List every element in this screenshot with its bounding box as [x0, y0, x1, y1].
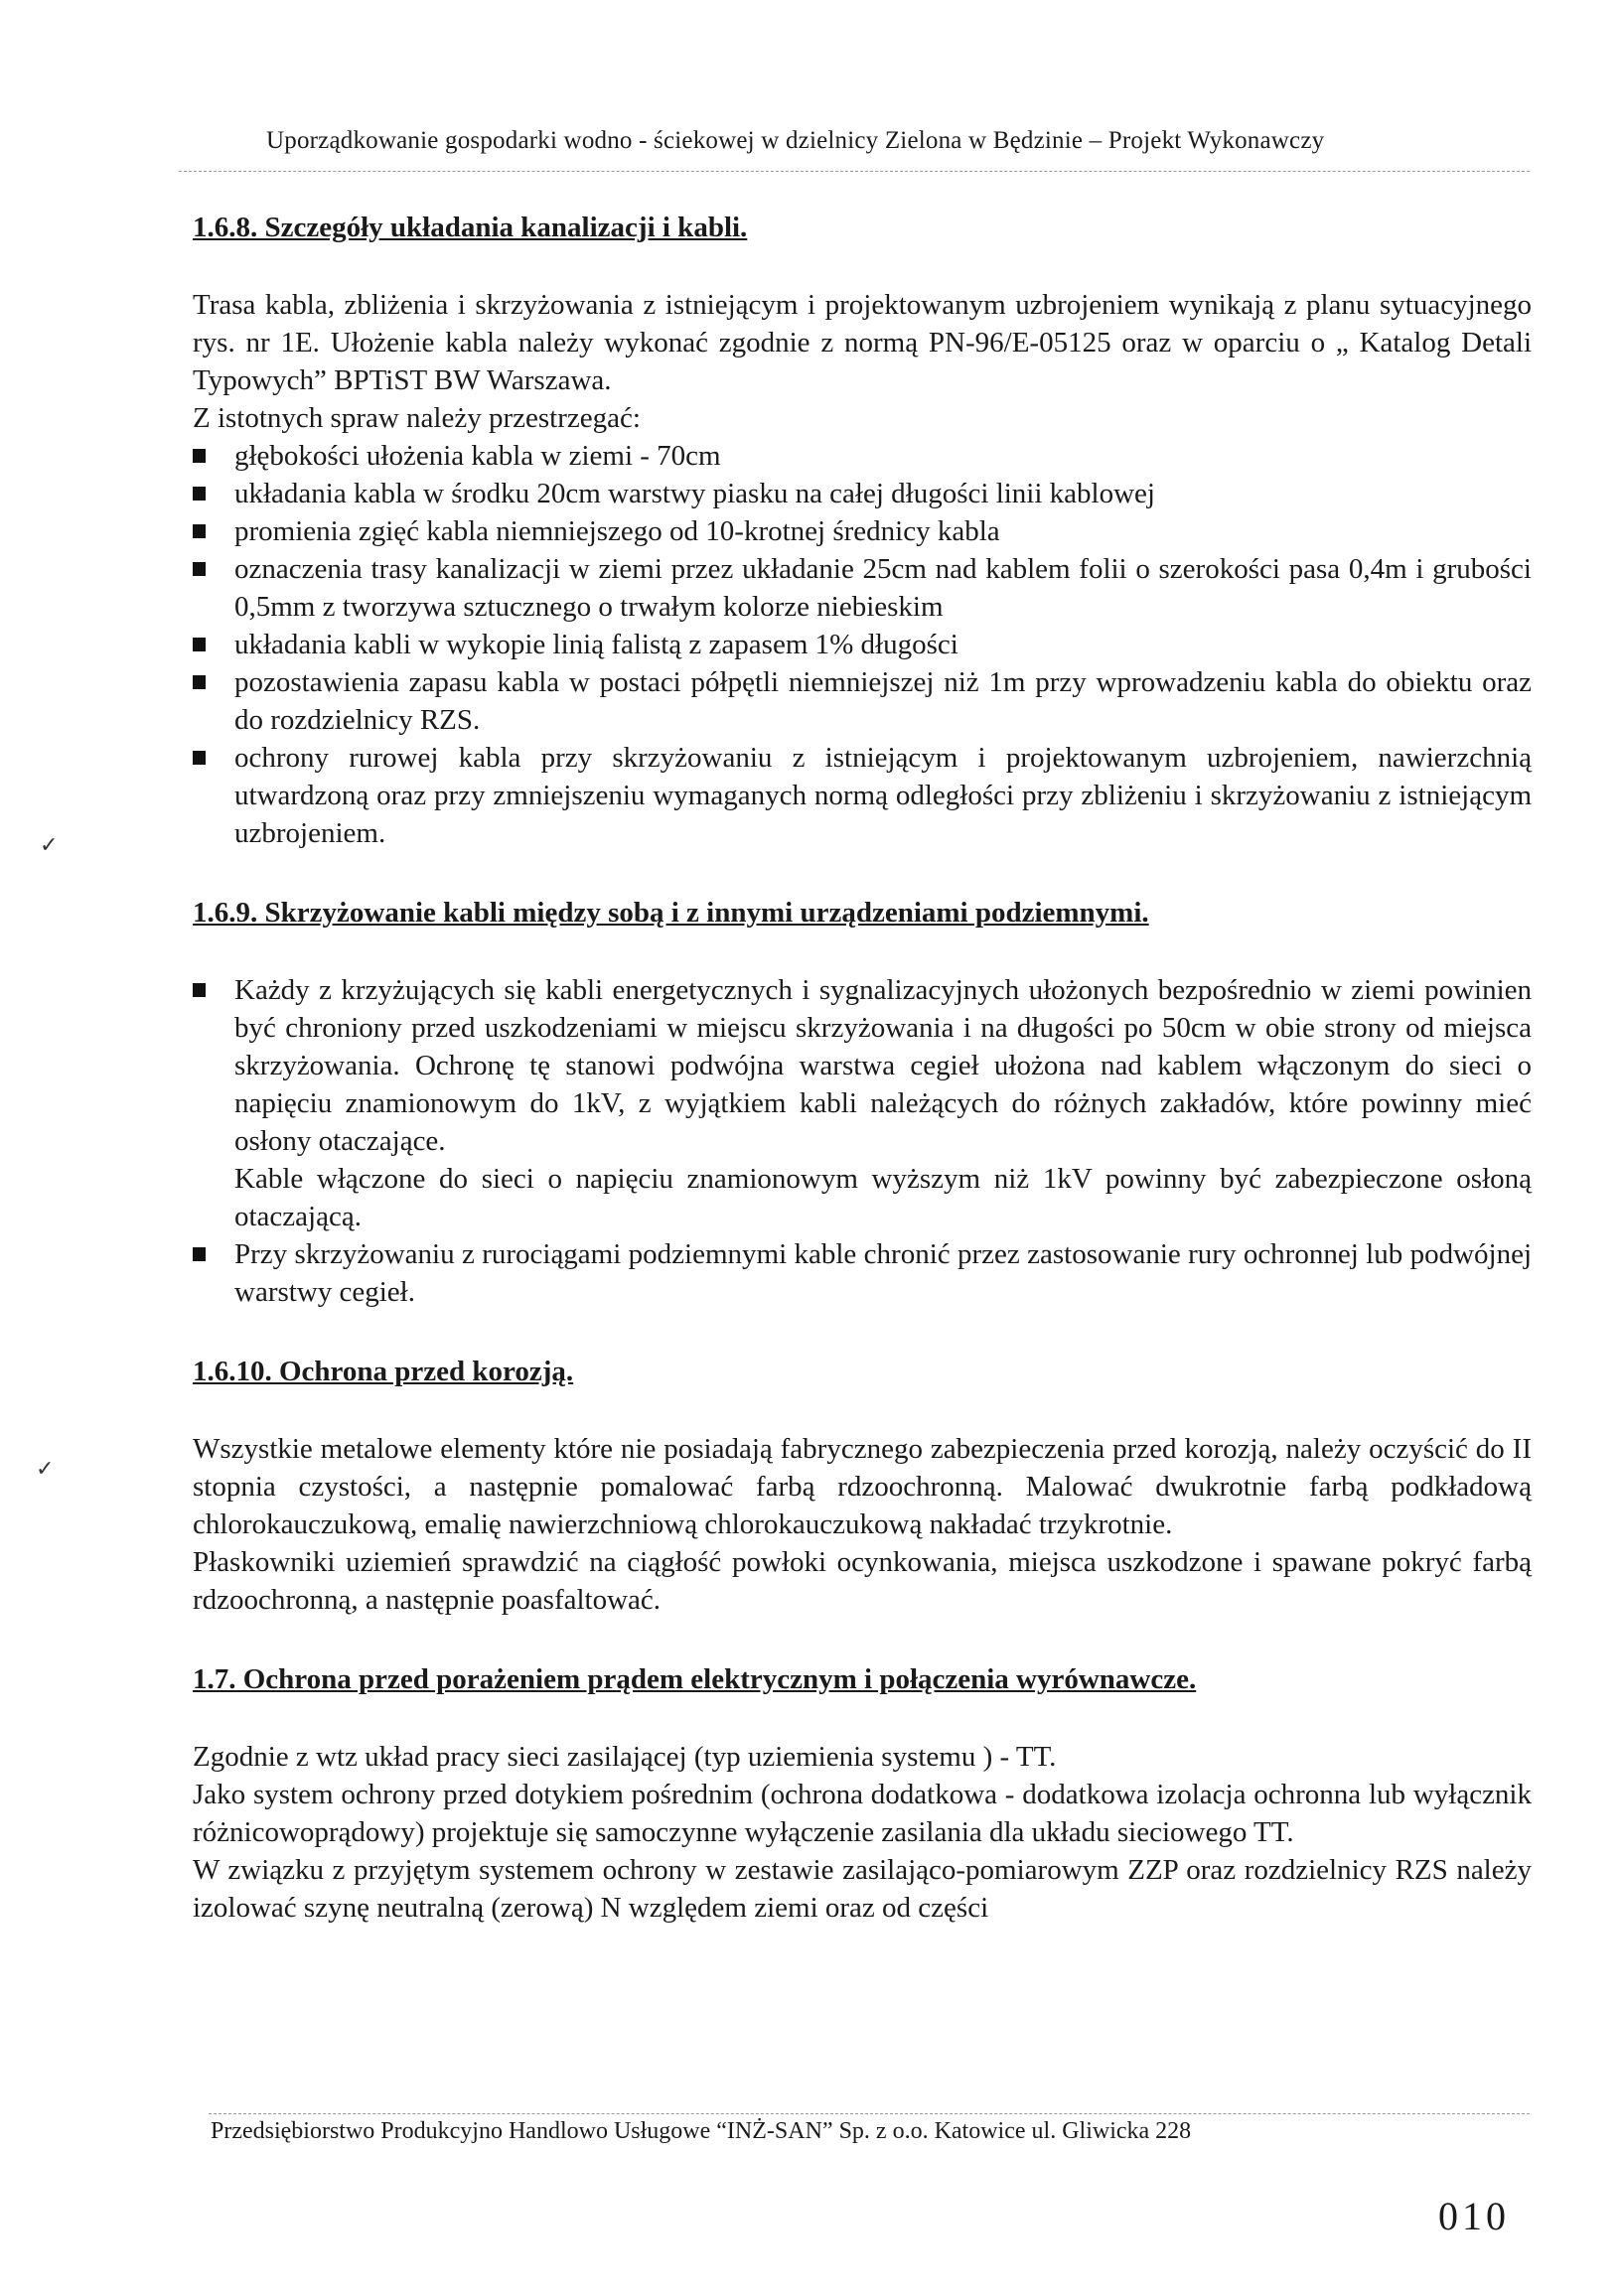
paragraph-high-voltage-cables: Kable włączone do sieci o napięciu znamionowym wyższym niż 1kV powinny być zabezpieczone osłoną otaczającą. [234, 1163, 1532, 1232]
list-item [193, 663, 1532, 739]
section-heading-1-6-9: 1.6.9. Skrzyżowanie kabli między sobą i z innymi urządzeniami podziemnymi. [193, 897, 1149, 929]
list-item [193, 475, 1532, 512]
section-heading-1-6-10: 1.6.10. Ochrona przed korozją. [193, 1356, 574, 1387]
square-bullet-icon [193, 638, 206, 651]
square-bullet-icon [193, 449, 206, 463]
footer-divider [209, 2113, 1530, 2114]
square-bullet-icon [193, 524, 206, 538]
square-bullet-icon [193, 1247, 206, 1261]
list-item [193, 512, 1532, 550]
list-item [193, 626, 1532, 663]
page-header: Uporządkowanie gospodarki wodno - ściekowej w dzielnicy Zielona w Będzinie – Projekt Wykonawczy [266, 127, 1325, 154]
list-item [193, 437, 1532, 475]
list-item-text: głębokości ułożenia kabla w ziemi - 70cm [234, 440, 721, 472]
list-item-text: Każdy z krzyżujących się kabli energetycznych i sygnalizacyjnych ułożonych bezpośrednio w ziemi powinien być chroniony przed uszkodzeniami w miejscu skrzyżowania i na długości po 50cm w obie strony od miejsca skrzyżowania. Ochronę tę stanowi podwójna warstwa cegieł ułożona nad kablem włączonym do sieci o napięciu znamionowym do 1kV, z wyjątkiem kabli należących do różnych zakładów, które powinny mieć osłony otaczające. [234, 974, 1532, 1157]
document-body [193, 209, 1532, 1927]
section-heading-1-7: 1.7. Ochrona przed porażeniem prądem elektrycznym i połączenia wyrównawcze. [193, 1663, 1197, 1695]
paragraph-neutral-bus: W związku z przyjętym systemem ochrony w zestawie zasilająco-pomiarowym ZZP oraz rozdzielnicy RZS należy izolować szynę neutralną (zerową) N względem ziemi oraz od części [193, 1854, 1532, 1924]
list-item-text: pozostawienia zapasu kabla w postaci półpętli niemniejszej niż 1m przy wprowadzeniu kabla do obiektu oraz do rozdzielnicy RZS. [234, 666, 1532, 736]
paragraph-cable-route: Trasa kabla, zbliżenia i skrzyżowania z istniejącym i projektowanym uzbrojeniem wynikają z planu sytuacyjnego rys. nr 1E. Ułożenie kabla należy wykonać zgodnie z normą PN-96/E-05125 oraz w oparciu o „ Katalog Detali Typowych” BPTiST BW Warszawa. [193, 289, 1532, 396]
section-heading-1-6-8: 1.6.8. Szczegóły układania kanalizacji i kabli. [193, 212, 748, 243]
list-item-text: układania kabla w środku 20cm warstwy piasku na całej długości linii kablowej [234, 478, 1155, 509]
square-bullet-icon [193, 487, 206, 501]
paragraph-protection-system: Jako system ochrony przed dotykiem pośrednim (ochrona dodatkowa - dodatkowa izolacja ochronna lub wyłącznik różnicowoprądowy) projektuje się samoczynne wyłączenie zasilania dla układu sieciowego TT. [193, 1779, 1532, 1848]
paragraph-grounding-strips: Płaskowniki uziemień sprawdzić na ciągłość powłoki ocynkowania, miejsca uszkodzone i spawane pokryć farbą rdzoochronną, a następnie poasfaltować. [193, 1546, 1532, 1616]
square-bullet-icon [193, 562, 206, 576]
page-footer: Przedsiębiorstwo Produkcyjno Handlowo Usługowe “INŻ-SAN” Sp. z o.o. Katowice ul. Gliwicka 228 [211, 2118, 1192, 2144]
paragraph-requirements-intro: Z istotnych spraw należy przestrzegać: [193, 402, 641, 434]
list-item [193, 739, 1532, 852]
paragraph-network-type: Zgodnie z wtz układ pracy sieci zasilającej (typ uziemienia systemu ) - TT. [193, 1741, 1057, 1773]
square-bullet-icon [193, 675, 206, 689]
crossing-list-2 [193, 1235, 1532, 1311]
list-item [193, 971, 1532, 1160]
list-item [193, 550, 1532, 626]
list-item-text: układania kabli w wykopie linią falistą z zapasem 1% długości [234, 629, 958, 660]
header-divider [179, 171, 1530, 172]
paragraph-metal-elements: Wszystkie metalowe elementy które nie posiadają fabrycznego zabezpieczenia przed korozją, należy oczyścić do II stopnia czystości, a następnie pomalować farbą rdzoochronną. Malować dwukrotnie farbą podkładową chlorokauczukową, emalię nawierzchniową chlorokauczukową nakładać trzykrotnie. [193, 1433, 1532, 1540]
list-item-text: Przy skrzyżowaniu z rurociągami podziemnymi kable chronić przez zastosowanie rury ochronnej lub podwójnej warstwy cegieł. [234, 1238, 1532, 1308]
list-item-text: promienia zgięć kabla niemniejszego od 10-krotnej średnicy kabla [234, 515, 1000, 547]
square-bullet-icon [193, 983, 206, 997]
list-item [193, 1235, 1532, 1311]
square-bullet-icon [193, 751, 206, 765]
crossing-list [193, 971, 1532, 1160]
scan-mark: ✓ [36, 1456, 55, 1481]
list-item-text: oznaczenia trasy kanalizacji w ziemi przez układanie 25cm nad kablem folii o szerokości pasa 0,4m i grubości 0,5mm z tworzywa sztucznego o trwałym kolorze niebieskim [234, 553, 1532, 623]
list-item-text: ochrony rurowej kabla przy skrzyżowaniu z istniejącym i projektowanym uzbrojeniem, nawierzchnią utwardzoną oraz przy zmniejszeniu wymaganych normą odległości przy zbliżeniu i skrzyżowaniu z istniejącym uzbrojeniem. [234, 742, 1532, 849]
requirements-list [193, 437, 1532, 852]
scan-mark: ✓ [40, 832, 59, 857]
page-number: 010 [1438, 2194, 1510, 2238]
